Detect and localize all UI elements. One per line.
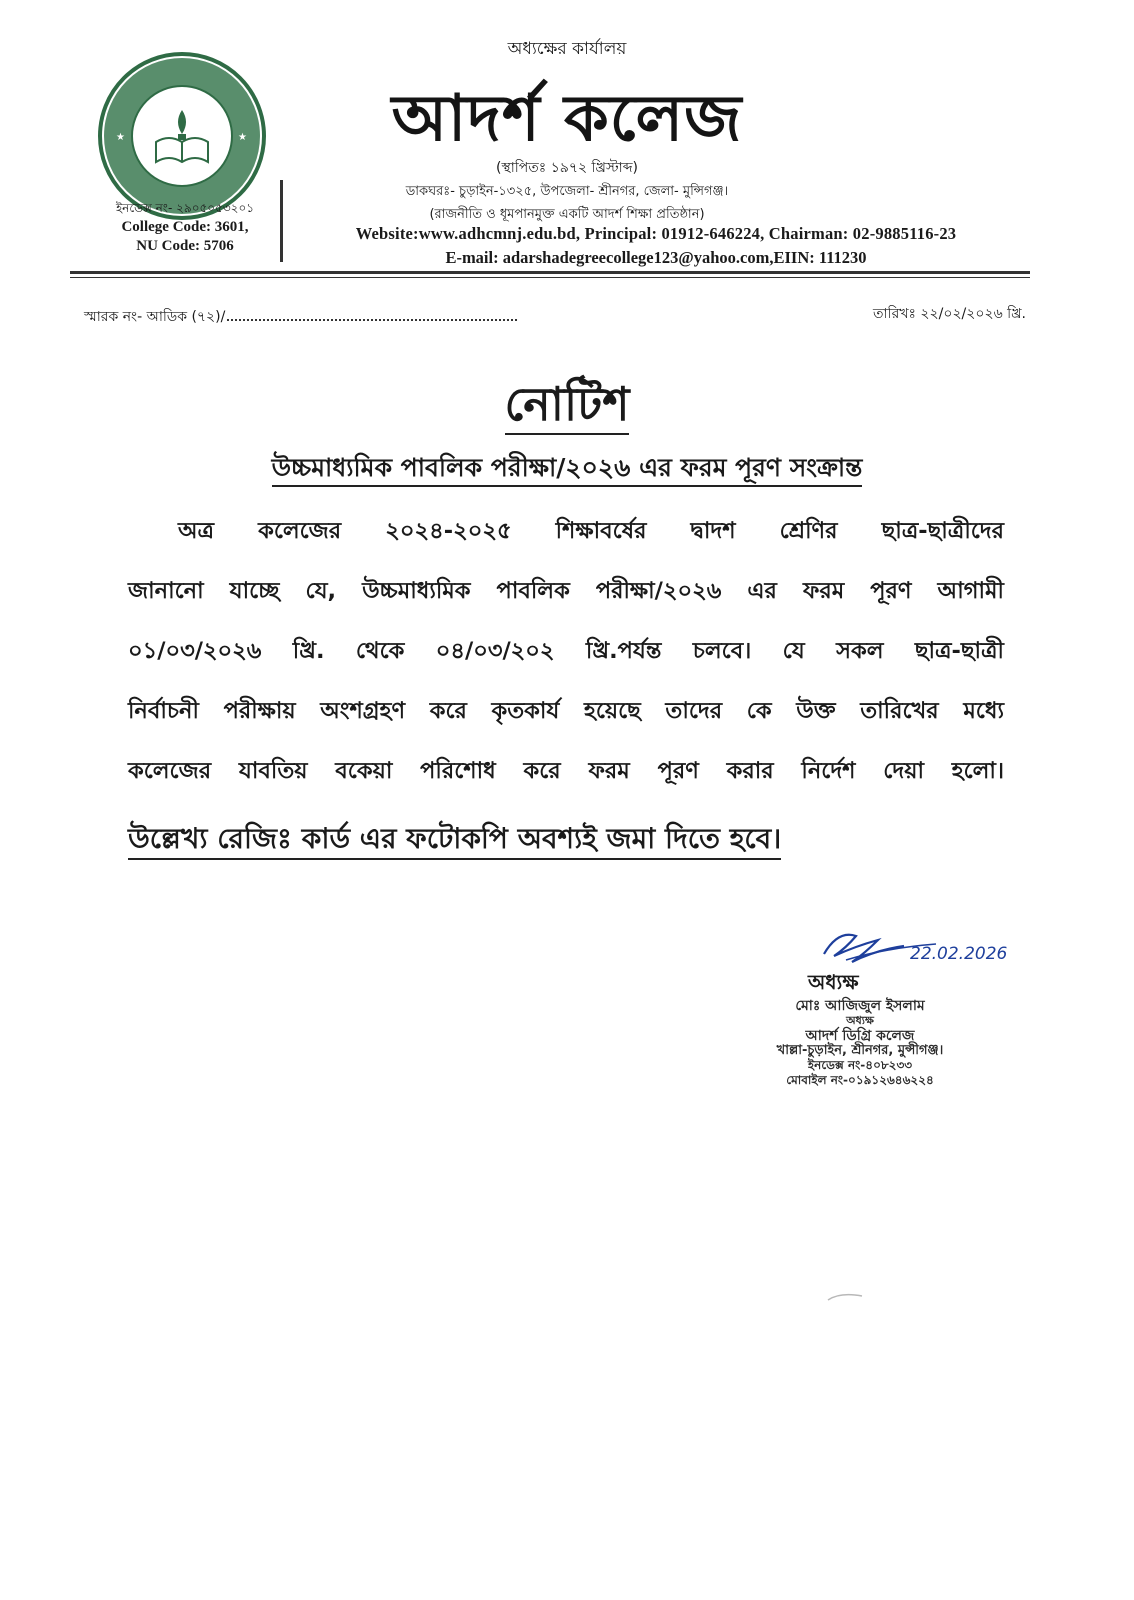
header-rule <box>70 271 1030 274</box>
college-motto: (রাজনীতি ও ধূমপানমুক্ত একটি আদর্শ শিক্ষা প্রতিষ্ঠান) <box>429 207 705 222</box>
seal-address: খাল্লা-চুড়াইন, শ্রীনগর, মুন্সীগঞ্জ। <box>776 1043 944 1058</box>
notice-emphasis-text: উল্লেখ্য রেজিঃ কার্ড এর ফটোকপি অবশ্যই জমা দিতে হবে। <box>128 822 781 860</box>
svg-text:★: ★ <box>238 132 247 143</box>
college-code: College Code: 3601, <box>121 219 249 235</box>
college-address: ডাকঘরঃ- চুড়াইন-১৩২৫, উপজেলা- শ্রীনগর, জেলা- মুন্সিগঞ্জ। <box>405 184 729 199</box>
index-number: ইনডেক্স নং- ২৯০৫০৫৩২০১ <box>115 201 255 215</box>
notice-body-line: জানানো যাচ্ছে যে, উচ্চমাধ্যমিক পাবলিক পরীক্ষা/২০২৬ এর ফরম পূরণ আগামী <box>128 578 1004 604</box>
notice-title-text: নোটিশ <box>505 377 630 435</box>
signature-date: 22.02.2026 <box>910 944 1008 964</box>
memo-dotted-line <box>227 319 517 321</box>
seal-college: আদর্শ ডিগ্রি কলেজ <box>805 1028 915 1044</box>
notice-body-line: কলেজের যাবতিয় বকেয়া পরিশোধ করে ফরম পূরণ করার নির্দেশ দেয়া হলো। <box>128 758 1004 784</box>
seal-designation: অধ্যক্ষ <box>846 1014 874 1027</box>
college-title: আদর্শ কলেজ <box>391 82 743 156</box>
email-info: E-mail: adarshadegreecollege123@yahoo.com,EIIN: 111230 <box>445 248 867 267</box>
notice-date: তারিখঃ ২২/০২/২০২৬ খ্রি. <box>873 306 1026 322</box>
nu-code: NU Code: 5706 <box>136 238 234 254</box>
contact-info: Website:www.adhcmnj.edu.bd, Principal: 01912-646224, Chairman: 02-9885116-23 <box>355 224 957 243</box>
seal-index: ইনডেক্স নং-৪০৮২৩৩ <box>807 1058 913 1072</box>
notice-subject <box>0 448 1134 491</box>
notice-body-line: অত্র কলেজের ২০২৪-২০২৫ শিক্ষাবর্ষের দ্বাদশ শ্রেণির ছাত্র-ছাত্রীদের <box>178 518 1004 544</box>
header-rule-thin <box>70 277 1030 278</box>
office-label: অধ্যক্ষের কার্যালয় <box>507 39 627 59</box>
svg-text:★: ★ <box>116 132 125 143</box>
notice-body-line: নির্বাচনী পরীক্ষায় অংশগ্রহণ করে কৃতকার্য হয়েছে তাদের কে উক্ত তারিখের মধ্যে <box>128 698 1004 724</box>
principal-label: অধ্যক্ষ <box>808 970 859 994</box>
established-year: (স্থাপিতঃ ১৯৭২ খ্রিস্টাব্দ) <box>495 160 639 176</box>
notice-body-line: ০১/০৩/২০২৬ খ্রি. থেকে ০৪/০৩/২০২ খ্রি.পর্যন্ত চলবে। যে সকল ছাত্র-ছাত্রী <box>128 638 1004 664</box>
notice-subject-text: উচ্চমাধ্যমিক পাবলিক পরীক্ষা/২০২৬ এর ফরম পূরণ সংক্রান্ত <box>272 453 863 487</box>
notice-title <box>0 370 1134 446</box>
stray-pencil-mark <box>826 1290 866 1304</box>
memo-reference <box>84 305 517 329</box>
notice-emphasis <box>128 817 781 864</box>
seal-name: মোঃ আজিজুল ইসলাম <box>795 998 925 1014</box>
memo-reference-text: স্মারক নং- আডিক (৭২)/ <box>84 309 226 325</box>
seal-mobile: মোবাইল নং-০১৯১২৬৪৬২২৪ <box>786 1073 934 1087</box>
header-divider <box>280 180 283 262</box>
